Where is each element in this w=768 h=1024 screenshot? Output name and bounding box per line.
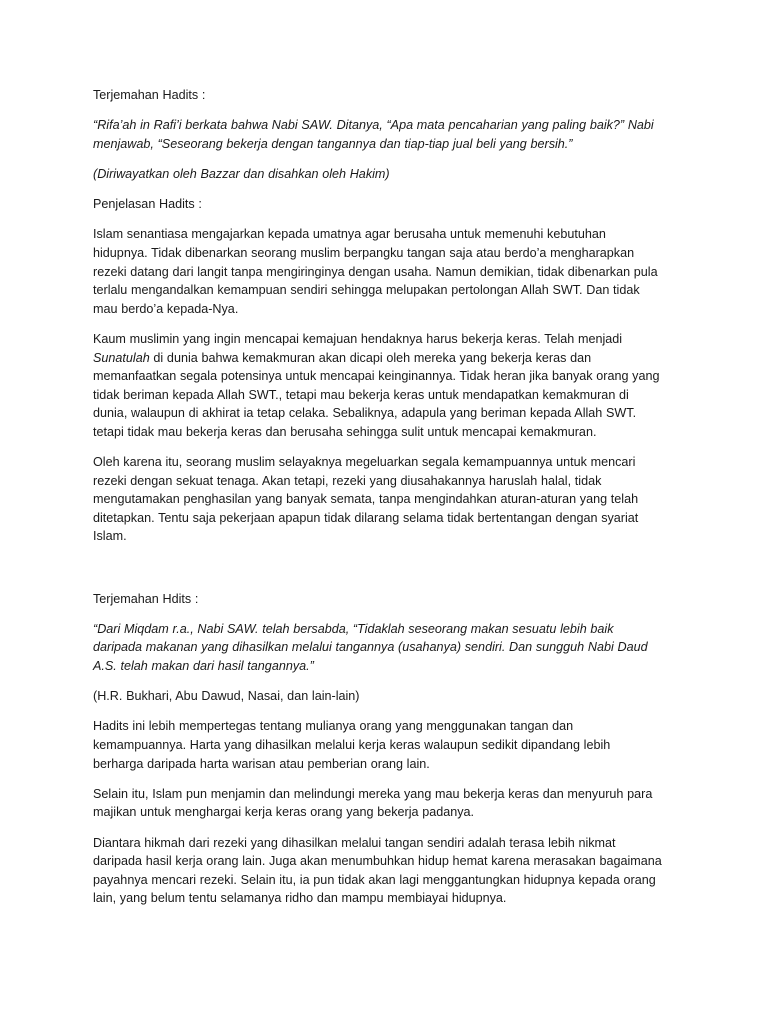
paragraph-line: [93, 349, 678, 368]
paragraph-line: kemampuannya. Harta yang dihasilkan melalui kerja keras walaupun sedikit dipandang lebih: [93, 737, 611, 752]
paragraph-line-rest: di dunia bahwa kemakmuran akan dicapi oleh mereka yang bekerja keras dan: [149, 350, 592, 365]
paragraph-line: rezeki datang dari langit tanpa mengiringinya dengan usaha. Namun demikian, tidak dibenarkan pula: [93, 264, 658, 279]
section1-explanation-heading: Penjelasan Hadits :: [93, 197, 202, 212]
paragraph-line: rezeki dengan sekuat tenaga. Akan tetapi, rezeki yang diusahakannya haruslah halal, tidak: [93, 473, 602, 488]
section2-paragraph-2: [93, 785, 678, 822]
paragraph-line: Selain itu, Islam pun menjamin dan melindungi mereka yang mau bekerja keras dan menyuruh para: [93, 786, 653, 801]
section2-hadith-quote: [93, 620, 678, 676]
paragraph-line: majikan untuk menghargai kerja keras orang yang bekerja padanya.: [93, 805, 475, 820]
quote-line: “Rifa’ah in Rafi’i berkata bahwa Nabi SAW. Ditanya, “Apa mata pencaharian yang paling baik?” Nabi: [93, 118, 654, 133]
paragraph-line: daripada hasil kerja orang lain. Juga akan menumbuhkan hidup hemat karena merasakan bagaimana: [93, 854, 662, 869]
quote-line: “Dari Miqdam r.a., Nabi SAW. telah bersabda, “Tidaklah seseorang makan sesuatu lebih baik: [93, 621, 614, 636]
quote-line: A.S. telah makan dari hasil tangannya.”: [93, 659, 314, 673]
paragraph-line: memanfaatkan segala potensinya untuk mencapai keinginannya. Tidak heran jika banyak orang yang: [93, 369, 660, 384]
quote-line: daripada makanan yang dihasilkan melalui tangannya (usahanya) sendiri. Dan sungguh Nabi Daud: [93, 640, 648, 655]
paragraph-line: hidupnya. Tidak dibenarkan seorang muslim berpangku tangan saja atau berdo’a mengharapkan: [93, 245, 635, 260]
section1-hadith-quote: [93, 116, 678, 153]
paragraph-line: ditetapkan. Tentu saja pekerjaan apapun tidak dilarang selama tidak bertentangan dengan syariat: [93, 510, 639, 525]
section1-paragraph-3: [93, 453, 678, 546]
paragraph-line: payahnya mencari rezeki. Selain itu, ia pun tidak akan lagi menggantungkan hidupnya kepada orang: [93, 872, 656, 887]
quote-line: menjawab, “Seseorang bekerja dengan tangannya dan tiap-tiap jual beli yang bersih.”: [93, 136, 573, 151]
paragraph-line: Kaum muslimin yang ingin mencapai kemajuan hendaknya harus bekerja keras. Telah menjadi: [93, 331, 623, 346]
section1-hadith-source: (Diriwayatkan oleh Bazzar dan disahkan oleh Hakim): [93, 166, 390, 181]
section1-paragraph-1: [93, 225, 678, 318]
paragraph-line: berharga daripada harta warisan atau pemberian orang lain.: [93, 756, 430, 771]
section2-paragraph-3: [93, 834, 678, 908]
paragraph-line: Oleh karena itu, seorang muslim selayaknya megeluarkan segala kemampuannya untuk mencari: [93, 455, 636, 470]
section2-paragraph-1: [93, 717, 678, 773]
document-body: [93, 86, 678, 920]
section2-hadith-source: (H.R. Bukhari, Abu Dawud, Nasai, dan lain-lain): [93, 689, 360, 704]
paragraph-line: terlalu mengandalkan kemampuan sendiri sehingga melupakan pertolongan Allah SWT. Dan tidak: [93, 283, 640, 298]
paragraph-line: dunia, walaupun di akhirat ia tetap celaka. Sebaliknya, adapula yang beriman kepada Allah SWT.: [93, 406, 637, 421]
paragraph-line: mengutamakan penghasilan yang banyak semata, tanpa mengindahkan aturan-aturan yang telah: [93, 492, 639, 507]
paragraph-line: lain, yang belum tentu selamanya ridho dan mampu membiayai hidupnya.: [93, 891, 507, 906]
paragraph-line: Islam.: [93, 529, 127, 544]
paragraph-line: tidak beriman kepada Allah SWT., tetapi mau bekerja keras untuk mendapatkan kemakmuran di: [93, 387, 629, 402]
paragraph-line: Diantara hikmah dari rezeki yang dihasilkan melalui tangan sendiri adalah terasa lebih nikmat: [93, 835, 616, 850]
sunatulah-term: Sunatulah: [93, 350, 150, 365]
paragraph-line: Islam senantiasa mengajarkan kepada umatnya agar berusaha untuk memenuhi kebutuhan: [93, 227, 606, 242]
paragraph-line: tetapi tidak mau bekerja keras dan berusaha sehingga sulit untuk mencapai kemakmuran.: [93, 424, 597, 439]
section1-paragraph-2: [93, 330, 678, 442]
paragraph-line: Hadits ini lebih mempertegas tentang mulianya orang yang menggunakan tangan dan: [93, 719, 574, 734]
section1-heading: Terjemahan Hadits :: [93, 88, 206, 102]
section2-heading: Terjemahan Hdits :: [93, 591, 199, 606]
paragraph-line: mau berdo’a kepada-Nya.: [93, 301, 239, 316]
section-spacer: [93, 558, 678, 590]
